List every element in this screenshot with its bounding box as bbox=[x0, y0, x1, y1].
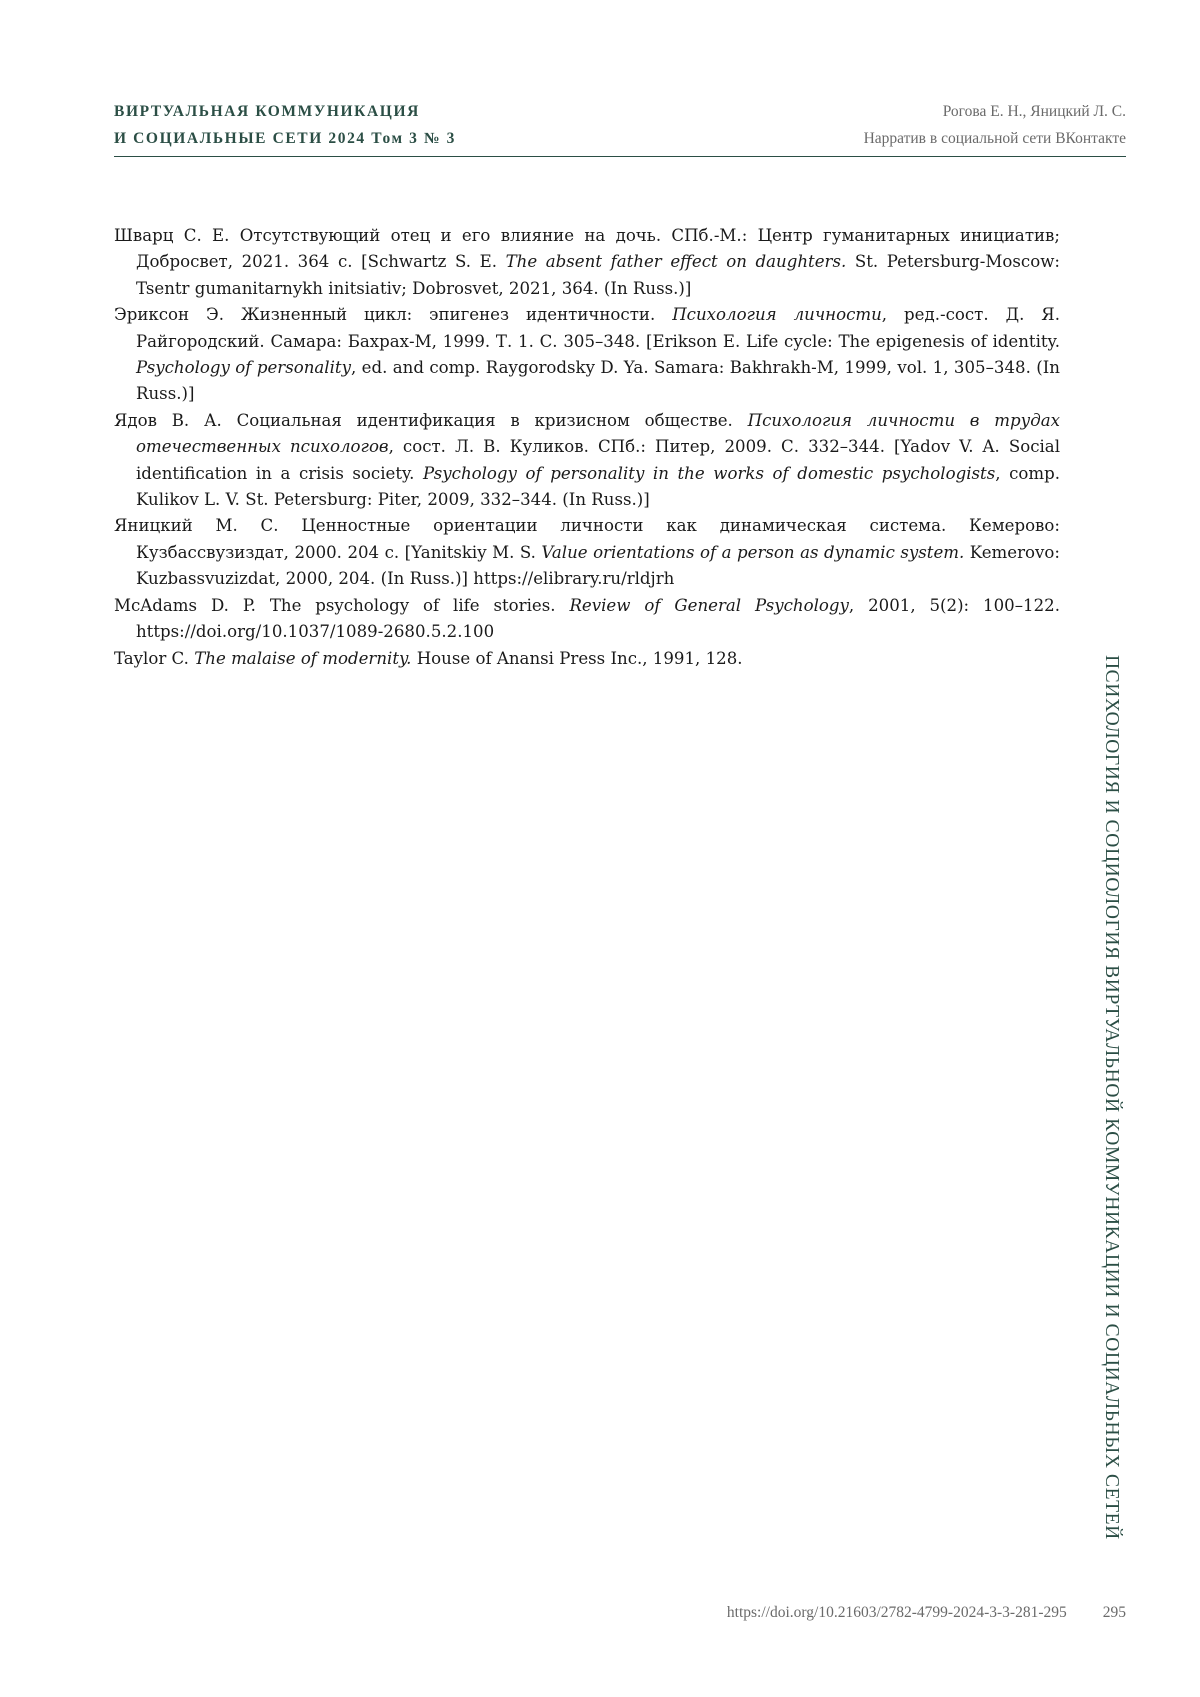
reference-text: McAdams D. P. The psychology of life stories. bbox=[114, 595, 570, 615]
reference-text: House of Anansi Press Inc., 1991, 128. bbox=[411, 648, 743, 668]
reference-italic: Психология личности в трудах отечественных психологов bbox=[136, 410, 1060, 457]
running-header bbox=[114, 98, 1126, 157]
reference-item bbox=[114, 302, 1060, 408]
reference-italic: Review of General Psychology bbox=[569, 595, 849, 615]
page-footer bbox=[727, 1604, 1126, 1622]
reference-italic: Psychology of personality bbox=[136, 358, 351, 378]
reference-italic: The absent father effect on daughters. bbox=[505, 252, 847, 272]
article-title: Нарратив в социальной сети ВКонтакте bbox=[863, 130, 1126, 147]
reference-text: , ed. and comp. Raygorodsky D. Ya. Samara: Bakhrakh-M, 1999, vol. 1, 305–348. (In Russ.)] bbox=[136, 358, 1060, 404]
reference-italic: Value orientations of a person as dynamic system. bbox=[541, 542, 965, 562]
reference-text: Ядов В. А. Социальная идентификация в кризисном обществе. bbox=[114, 410, 748, 430]
reference-italic: Психология личности bbox=[672, 305, 882, 325]
authors: Рогова Е. Н., Яницкий Л. С. bbox=[942, 103, 1126, 120]
journal-name-line-2: И СОЦИАЛЬНЫЕ СЕТИ 2024 Том 3 № 3 bbox=[114, 130, 457, 147]
page-number: 295 bbox=[1102, 1604, 1126, 1621]
reference-italic: The malaise of modernity. bbox=[194, 648, 412, 668]
section-side-title: ПСИХОЛОГИЯ И СОЦИОЛОГИЯ ВИРТУАЛЬНОЙ КОММУНИКАЦИИ И СОЦИАЛЬНЫХ СЕТЕЙ bbox=[1101, 655, 1122, 1540]
reference-text: Эриксон Э. Жизненный цикл: эпигенез идентичности. bbox=[114, 305, 673, 325]
journal-name-line-1: ВИРТУАЛЬНАЯ КОММУНИКАЦИЯ bbox=[114, 103, 420, 120]
reference-item bbox=[114, 513, 1060, 592]
reference-item bbox=[114, 646, 1060, 672]
reference-italic: Psychology of personality in the works of domestic psychologists bbox=[423, 463, 996, 483]
reference-text: St. Petersburg-Moscow: Tsentr gumanitarnykh initsiativ; Dobrosvet, 2021, 364. (In Russ.)] bbox=[136, 252, 1060, 298]
reference-text: , 2001, 5(2): 100–122. https://doi.org/10.1037/1089-2680.5.2.100 bbox=[136, 595, 1060, 642]
reference-text: Kemerovo: Kuzbassvuzizdat, 2000, 204. (In Russ.)] https://elibrary.ru/rldjrh bbox=[136, 542, 1060, 589]
doi-link[interactable]: https://doi.org/10.21603/2782-4799-2024-3-3-281-295 bbox=[726, 1604, 1067, 1621]
reference-list bbox=[114, 223, 1060, 672]
reference-text: , ред.-сост. Д. Я. Райгородский. Самара: Бахрах-М, 1999. Т. 1. С. 305–348. [Erikson E. Life cycle: The epigenesis of identity. bbox=[136, 305, 1060, 351]
reference-item bbox=[114, 593, 1060, 646]
reference-item bbox=[114, 408, 1060, 514]
reference-text: Taylor C. bbox=[114, 648, 195, 668]
reference-text: , сост. Л. В. Куликов. СПб.: Питер, 2009. С. 332–344. [Yadov V. A. Social identification in a crisis society. bbox=[136, 437, 1060, 483]
article-meta bbox=[864, 98, 1126, 152]
reference-text: Шварц С. Е. Отсутствующий отец и его влияние на дочь. СПб.-М.: Центр гуманитарных инициатив; Добросвет, 2021. 364 с. [Schwartz S. E. bbox=[114, 226, 1060, 272]
journal-name bbox=[114, 98, 456, 152]
reference-item bbox=[114, 223, 1060, 302]
reference-text: , comp. Kulikov L. V. St. Petersburg: Piter, 2009, 332–344. (In Russ.)] bbox=[136, 463, 1060, 510]
reference-text: Яницкий М. С. Ценностные ориентации личности как динамическая система. Кемерово: Кузбассвузиздат, 2000. 204 с. [Yanitskiy M. S. bbox=[114, 516, 1060, 562]
